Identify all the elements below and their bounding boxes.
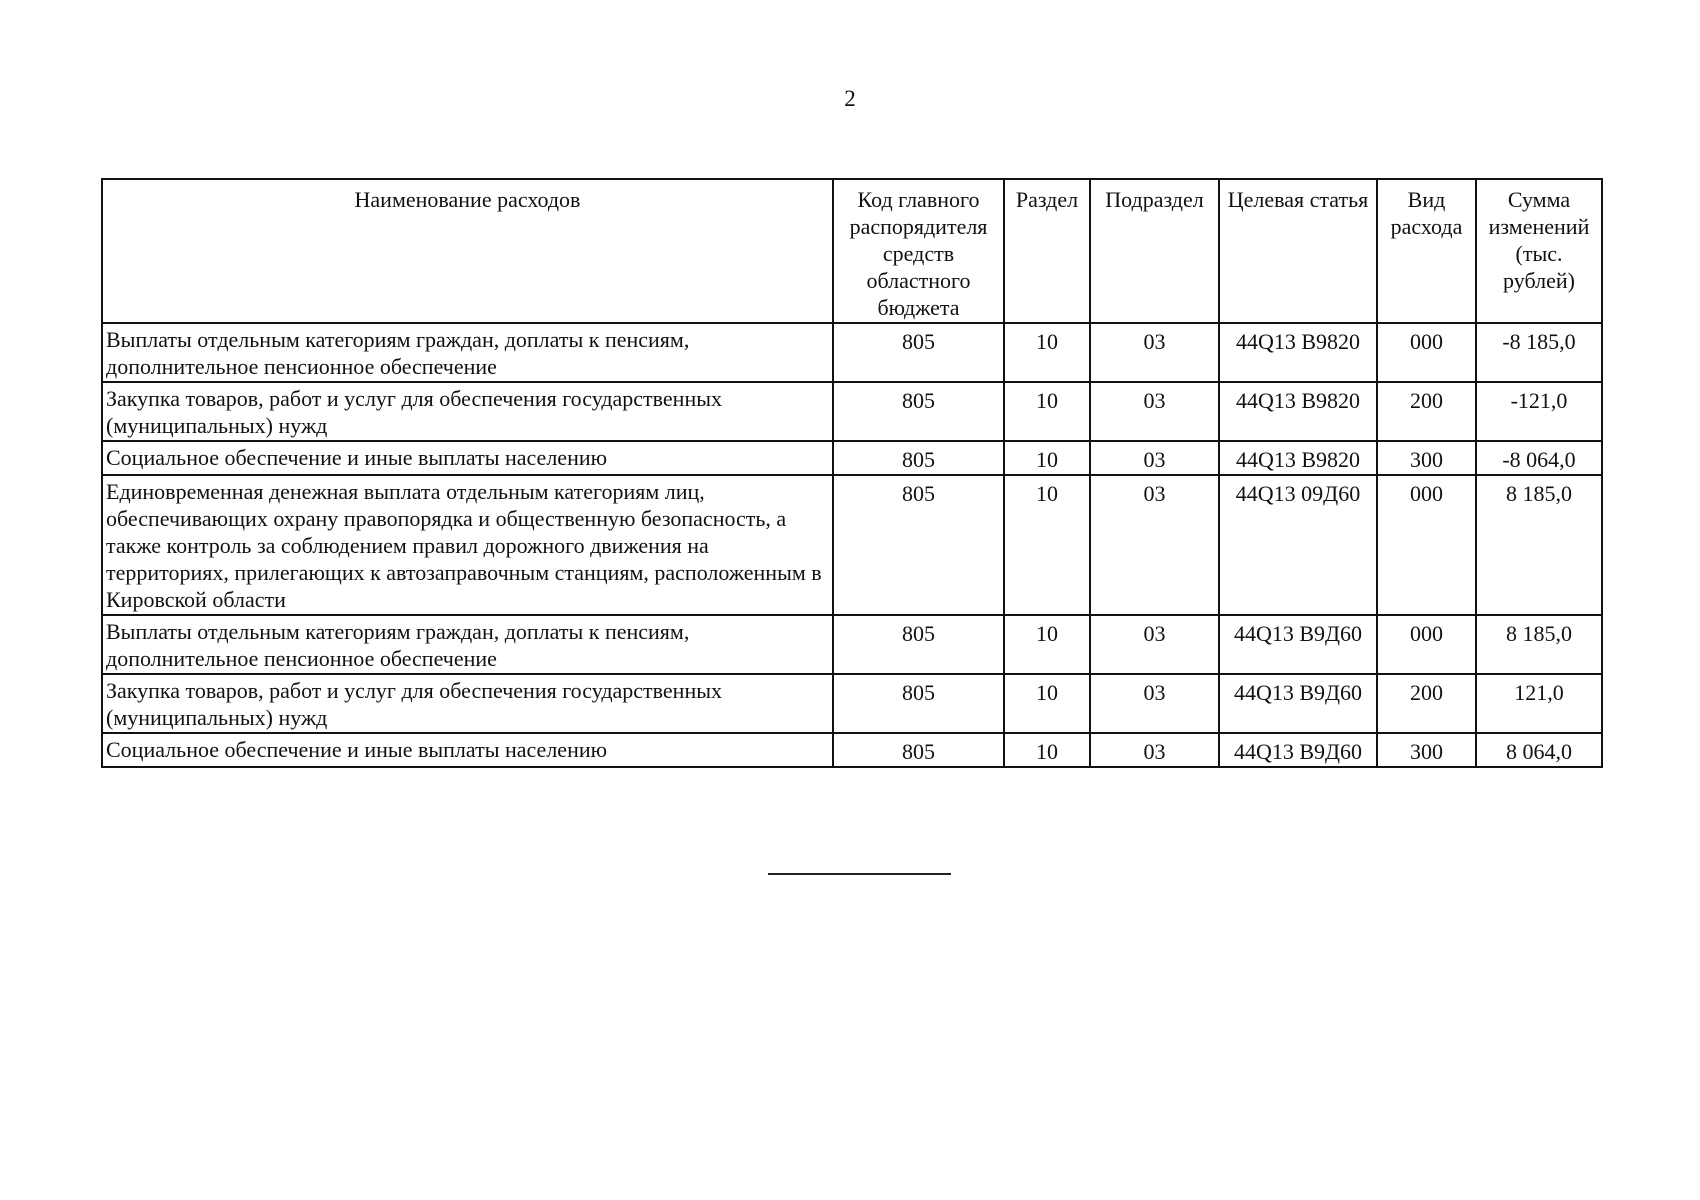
table-row xyxy=(102,382,1602,441)
cell-code: 805 xyxy=(833,441,1004,475)
cell-kind: 000 xyxy=(1377,323,1476,382)
cell-name: Социальное обеспечение и иные выплаты населению xyxy=(102,441,833,475)
table-row xyxy=(102,615,1602,674)
cell-code: 805 xyxy=(833,323,1004,382)
cell-target: 44Q13 09Д60 xyxy=(1219,475,1377,615)
header-target: Целевая статья xyxy=(1219,179,1377,323)
end-separator-line xyxy=(768,873,951,875)
cell-subsection: 03 xyxy=(1090,733,1219,767)
cell-subsection: 03 xyxy=(1090,674,1219,733)
cell-target: 44Q13 В9Д60 xyxy=(1219,674,1377,733)
cell-sum: 8 185,0 xyxy=(1476,615,1602,674)
cell-section: 10 xyxy=(1004,441,1090,475)
table-row xyxy=(102,441,1602,475)
cell-kind: 000 xyxy=(1377,475,1476,615)
cell-kind: 300 xyxy=(1377,441,1476,475)
cell-section: 10 xyxy=(1004,615,1090,674)
cell-kind: 000 xyxy=(1377,615,1476,674)
cell-subsection: 03 xyxy=(1090,475,1219,615)
cell-section: 10 xyxy=(1004,475,1090,615)
cell-kind: 200 xyxy=(1377,382,1476,441)
cell-subsection: 03 xyxy=(1090,441,1219,475)
cell-subsection: 03 xyxy=(1090,615,1219,674)
header-kind: Вид расхода xyxy=(1377,179,1476,323)
expenditure-table xyxy=(101,178,1603,768)
cell-sum: -8 064,0 xyxy=(1476,441,1602,475)
cell-target: 44Q13 В9820 xyxy=(1219,323,1377,382)
cell-code: 805 xyxy=(833,382,1004,441)
cell-sum: 8 185,0 xyxy=(1476,475,1602,615)
table-header-row xyxy=(102,179,1602,323)
table-row xyxy=(102,733,1602,767)
cell-sum: -121,0 xyxy=(1476,382,1602,441)
cell-kind: 300 xyxy=(1377,733,1476,767)
cell-subsection: 03 xyxy=(1090,382,1219,441)
header-code: Код главного распорядителя средств областного бюджета xyxy=(833,179,1004,323)
cell-section: 10 xyxy=(1004,674,1090,733)
cell-section: 10 xyxy=(1004,323,1090,382)
cell-kind: 200 xyxy=(1377,674,1476,733)
cell-name: Выплаты отдельным категориям граждан, доплаты к пенсиям, дополнительное пенсионное обеспечение xyxy=(102,615,833,674)
cell-sum: -8 185,0 xyxy=(1476,323,1602,382)
table-row xyxy=(102,674,1602,733)
page-number: 2 xyxy=(844,86,856,111)
cell-target: 44Q13 В9820 xyxy=(1219,441,1377,475)
cell-target: 44Q13 В9Д60 xyxy=(1219,733,1377,767)
cell-subsection: 03 xyxy=(1090,323,1219,382)
cell-code: 805 xyxy=(833,615,1004,674)
cell-name: Закупка товаров, работ и услуг для обеспечения государственных (муниципальных) нужд xyxy=(102,382,833,441)
table-row xyxy=(102,323,1602,382)
cell-section: 10 xyxy=(1004,733,1090,767)
cell-target: 44Q13 В9820 xyxy=(1219,382,1377,441)
cell-name: Социальное обеспечение и иные выплаты населению xyxy=(102,733,833,767)
cell-name: Закупка товаров, работ и услуг для обеспечения государственных (муниципальных) нужд xyxy=(102,674,833,733)
header-name: Наименование расходов xyxy=(102,179,833,323)
header-subsection: Подраздел xyxy=(1090,179,1219,323)
cell-sum: 121,0 xyxy=(1476,674,1602,733)
cell-sum: 8 064,0 xyxy=(1476,733,1602,767)
cell-name: Выплаты отдельным категориям граждан, доплаты к пенсиям, дополнительное пенсионное обеспечение xyxy=(102,323,833,382)
header-sum: Сумма изменений (тыс. рублей) xyxy=(1476,179,1602,323)
header-section: Раздел xyxy=(1004,179,1090,323)
cell-name: Единовременная денежная выплата отдельным категориям лиц, обеспечивающих охрану правопорядка и общественную безопасность, а также контроль за соблюдением правил дорожного движения на территориях, прилегающих к автозаправочным станциям, расположенным в Кировской области xyxy=(102,475,833,615)
cell-target: 44Q13 В9Д60 xyxy=(1219,615,1377,674)
table-row xyxy=(102,475,1602,615)
cell-code: 805 xyxy=(833,674,1004,733)
cell-section: 10 xyxy=(1004,382,1090,441)
cell-code: 805 xyxy=(833,475,1004,615)
cell-code: 805 xyxy=(833,733,1004,767)
